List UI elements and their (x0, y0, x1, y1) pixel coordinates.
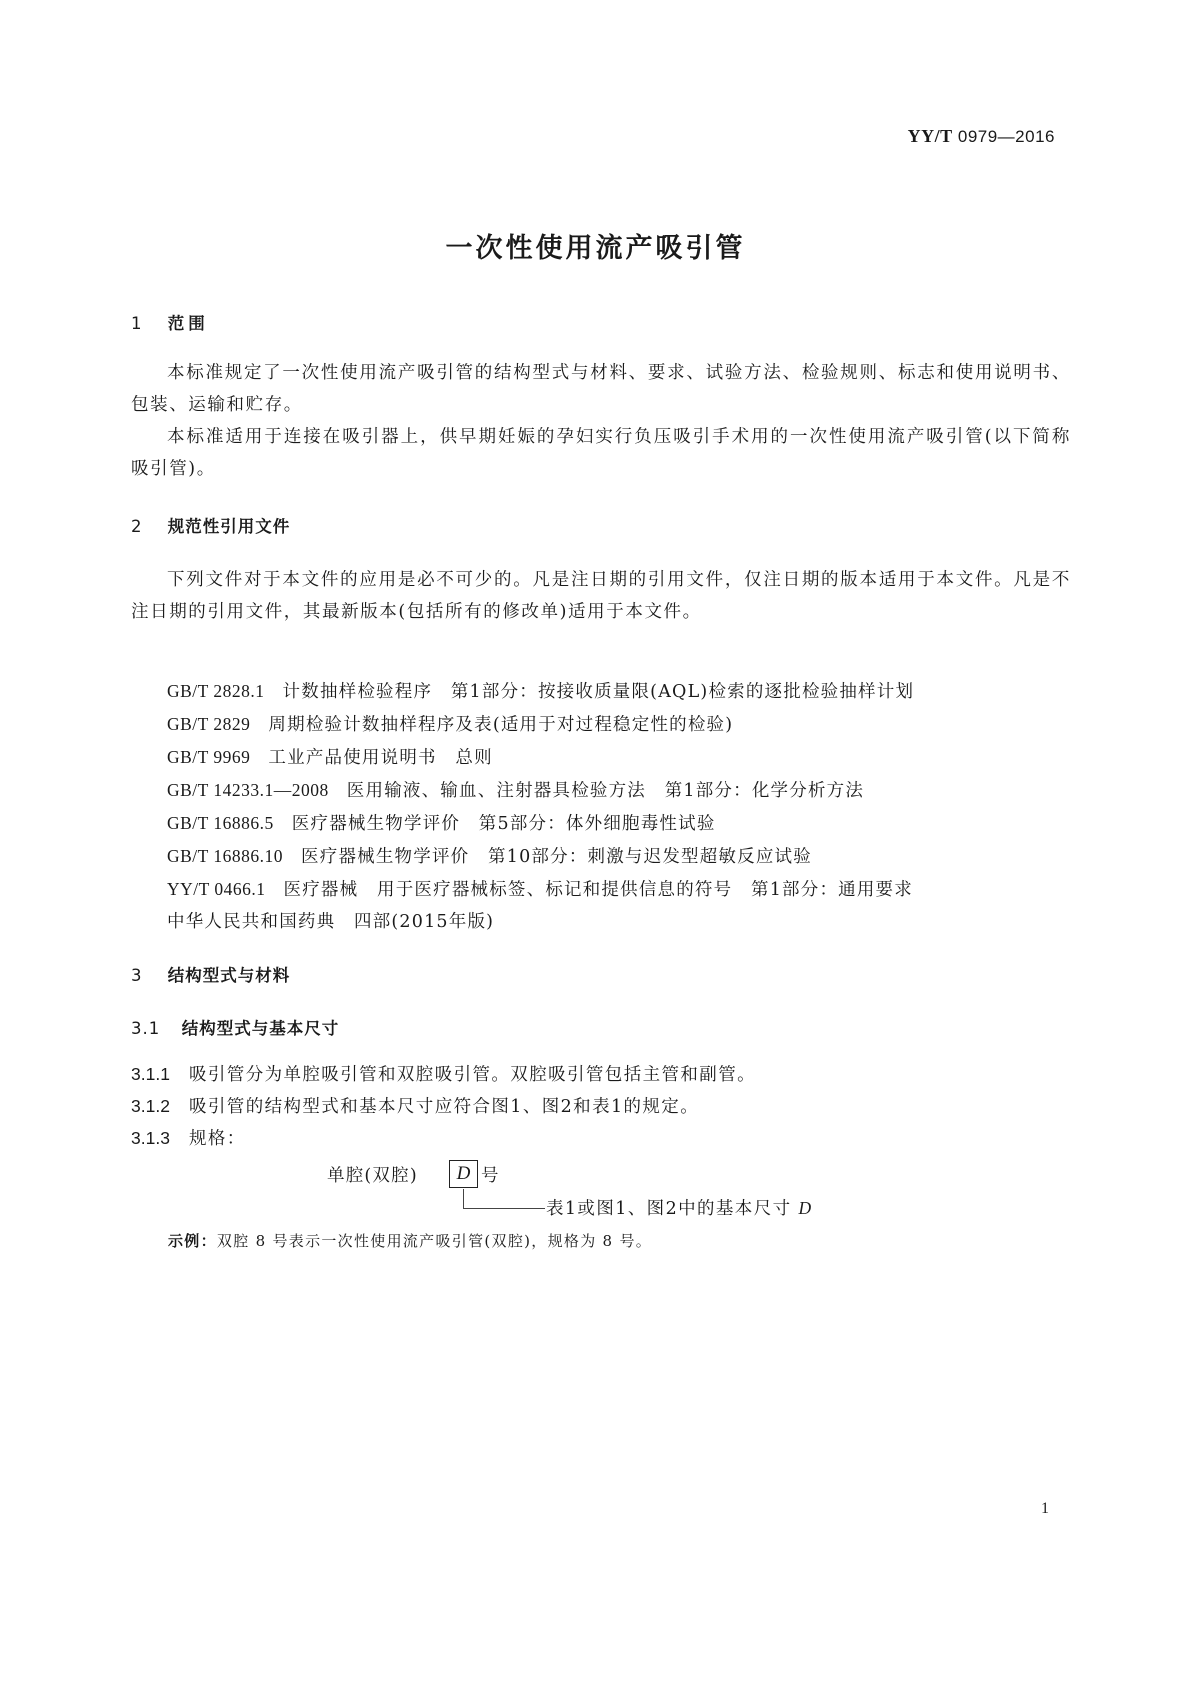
example-label: 示例： (168, 1232, 217, 1250)
spec-note-variable: D (798, 1198, 813, 1218)
page-number: 1 (1041, 1500, 1049, 1517)
spec-size-box: D (449, 1160, 478, 1188)
reference-code: GB/T 2829 (167, 714, 251, 734)
clause-number: 3.1.3 (131, 1128, 170, 1148)
reference-title: 医疗器械生物学评价 第10部分：刺激与迟发型超敏反应试验 (301, 847, 812, 867)
reference-title: 中华人民共和国药典 四部(2015年版) (167, 912, 495, 932)
subsection-3-1-heading (131, 1015, 339, 1039)
section-title: 结构型式与材料 (167, 966, 291, 985)
scope-paragraph-1: 本标准规定了一次性使用流产吸引管的结构型式与材料、要求、试验方法、检验规则、标志和使用说明书、包装、运输和贮存。 (131, 363, 1071, 415)
reference-item (167, 675, 914, 708)
reference-title: 医疗器械 用于医疗器械标签、标记和提供信息的符号 第1部分：通用要求 (283, 880, 913, 900)
spec-note (546, 1195, 813, 1220)
section-2-heading (131, 513, 290, 537)
clause-text: 吸引管的结构型式和基本尺寸应符合图1、图2和表1的规定。 (189, 1097, 700, 1117)
reference-title: 计数抽样检验程序 第1部分：按接收质量限(AQL)检索的逐批检验抽样计划 (282, 682, 915, 702)
example-text: 双腔 8 号表示一次性使用流产吸引管(双腔)，规格为 8 号。 (216, 1232, 653, 1250)
reference-title: 医用输液、输血、注射器具检验方法 第1部分：化学分析方法 (346, 781, 865, 801)
reference-item (167, 741, 914, 774)
specification-designation-diagram (327, 1160, 887, 1220)
reference-item (167, 873, 914, 906)
reference-item (167, 708, 914, 741)
clause-3-1-1 (131, 1061, 756, 1086)
standard-number (908, 126, 1055, 147)
standard-prefix: YY/T (907, 126, 953, 146)
leader-line-vertical (463, 1189, 464, 1209)
clause-number: 3.1.2 (131, 1096, 170, 1116)
reference-title: 周期检验计数抽样程序及表(适用于对过程稳定性的检验) (268, 715, 734, 735)
scope-paragraph-2: 本标准适用于连接在吸引器上，供早期妊娠的孕妇实行负压吸引手术用的一次性使用流产吸引管(以下简称吸引管)。 (131, 427, 1071, 479)
clause-number: 3.1.1 (131, 1064, 170, 1084)
section-title: 范围 (167, 314, 209, 333)
standard-code: 0979—2016 (957, 127, 1055, 146)
spec-suffix: 号 (481, 1166, 499, 1186)
reference-code: GB/T 16886.10 (167, 846, 284, 866)
clause-3-1-2 (131, 1093, 699, 1118)
section-1-heading (131, 310, 209, 334)
spec-note-text: 表1或图1、图2中的基本尺寸 (546, 1199, 792, 1219)
section-title: 规范性引用文件 (167, 517, 291, 536)
spec-prefix: 单腔(双腔) (327, 1166, 418, 1186)
section-number: 1 (131, 314, 143, 333)
normative-references-intro: 下列文件对于本文件的应用是必不可少的。凡是注日期的引用文件，仅注日期的版本适用于本文件。凡是不注日期的引用文件，其最新版本(包括所有的修改单)适用于本文件。 (131, 570, 1071, 622)
document-title: 一次性使用流产吸引管 (445, 233, 746, 264)
subsection-number: 3.1 (131, 1019, 161, 1038)
section-3-heading (131, 962, 290, 986)
reference-list (167, 675, 914, 938)
reference-title: 工业产品使用说明书 总则 (268, 748, 493, 768)
reference-code: GB/T 2828.1 (167, 681, 265, 701)
leader-line-horizontal (463, 1208, 545, 1209)
clause-text: 规格： (189, 1129, 246, 1149)
section-number: 3 (131, 966, 143, 985)
clause-3-1-3 (131, 1125, 246, 1150)
reference-item (167, 906, 914, 938)
clause-text: 吸引管分为单腔吸引管和双腔吸引管。双腔吸引管包括主管和副管。 (189, 1065, 756, 1085)
reference-item (167, 807, 914, 840)
reference-title: 医疗器械生物学评价 第5部分：体外细胞毒性试验 (291, 814, 716, 834)
subsection-title: 结构型式与基本尺寸 (181, 1019, 340, 1038)
reference-item (167, 840, 914, 873)
reference-code: GB/T 9969 (167, 747, 251, 767)
reference-code: GB/T 14233.1—2008 (167, 780, 329, 800)
reference-code: GB/T 16886.5 (167, 813, 274, 833)
reference-code: YY/T 0466.1 (167, 879, 266, 899)
reference-item (167, 774, 914, 807)
example-note (168, 1230, 652, 1251)
section-number: 2 (131, 517, 143, 536)
